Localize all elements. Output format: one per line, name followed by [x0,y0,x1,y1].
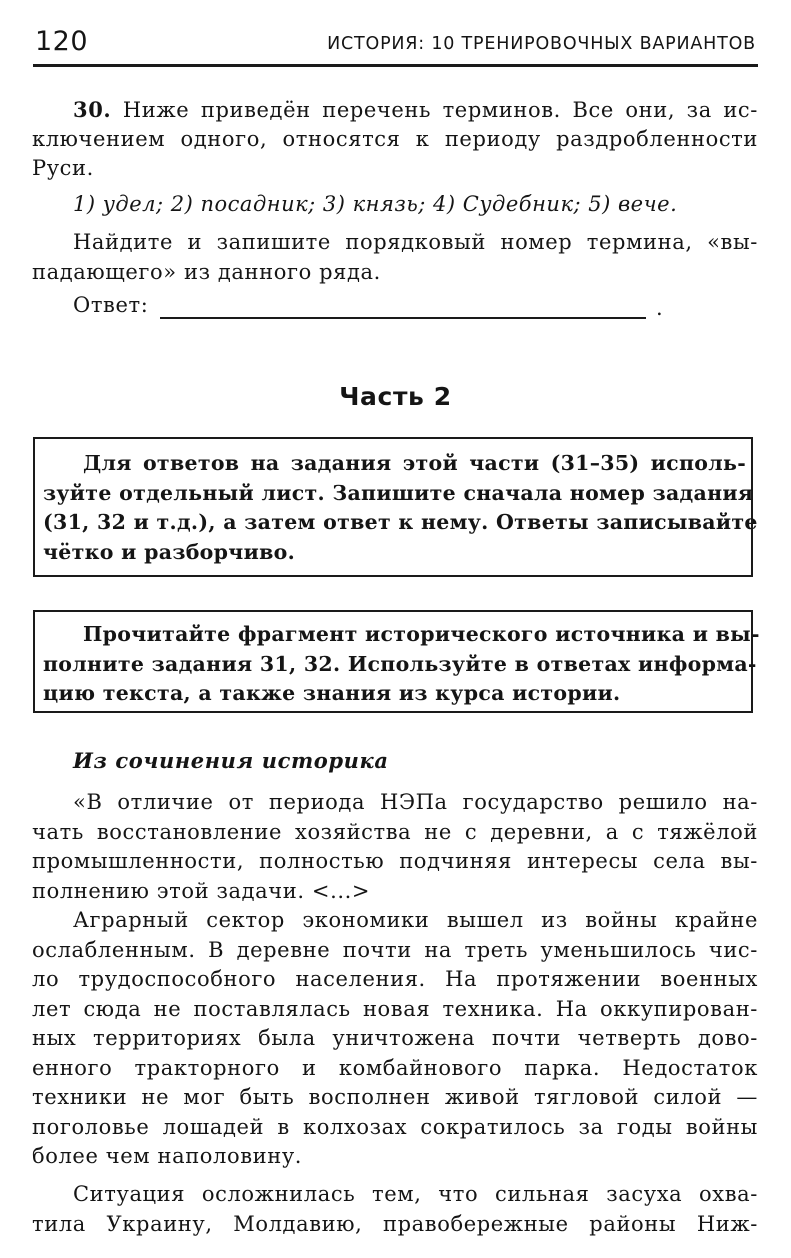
task-30-text [32,95,758,184]
reading-task-text [43,620,760,709]
quote-line: «В отличие от периода НЭПа государство решило на- [73,790,758,814]
quote-line: Ситуация осложнилась тем, что сильная засуха охва- [73,1182,758,1206]
instruction-line: падающего» из данного ряда. [32,259,381,284]
instruction-line: Найдите и запишите порядковый номер термина, «вы- [73,230,758,254]
source-title: Из сочинения историка [73,748,389,773]
quote-line: ло трудоспособного населения. На протяжении военных [32,967,758,991]
task-30-instruction [32,228,758,287]
quote-line: чать восстановление хозяйства не с деревни, а с тяжёлой [32,819,758,844]
source-paragraph-1 [32,788,758,906]
answer-field[interactable] [160,317,646,319]
box-line: зуйте отдельный лист. Запишите сначала номер задания [43,480,754,505]
task-30-line: Руси. [32,156,94,180]
quote-line: более чем наполовину. [32,1144,303,1168]
quote-line: техники не мог быть восполнен живой тягловой силой — [32,1085,758,1109]
quote-line: промышленности, полностью подчиняя интересы села вы- [32,849,758,873]
task-number: 30. [73,97,112,122]
quote-line: ослабленным. В деревне почти на треть уменьшилось чис- [32,937,758,962]
box-line: (31, 32 и т.д.), а затем ответ к нему. Ответы записывайте [43,510,758,534]
box-line: Для ответов на задания этой части (31–35) исполь- [83,451,746,475]
quote-line: поголовье лошадей в колхозах сократилось за годы войны [32,1114,758,1139]
task-30-line: ключением одного, относятся к периоду раздробленности [32,126,758,151]
running-title: ИСТОРИЯ: 10 ТРЕНИРОВОЧНЫХ ВАРИАНТОВ [327,34,756,54]
quote-line: енного тракторного и комбайнового парка. Недостаток [32,1055,758,1080]
page-header [33,22,758,67]
task-30-line: 30. Ниже приведён перечень терминов. Все они, за ис- [73,97,758,122]
instructions-box [33,437,758,577]
quote-line: полнению этой задачи. <...> [32,878,371,903]
quote-line: Аграрный сектор экономики вышел из войны крайне [73,908,758,932]
quote-line: ных территориях была уничтожена почти четверть дово- [32,1026,758,1050]
source-paragraph-2 [32,906,758,1172]
section-title: Часть 2 [339,382,452,411]
page-number: 120 [35,26,89,57]
task-30-terms: 1) удел; 2) посадник; 3) князь; 4) Судебник; 5) вече. [73,192,678,216]
box-line: цию текста, а также знания из курса истории. [43,681,621,705]
box-line: чётко и разборчиво. [43,539,296,564]
quote-line: тила Украину, Молдавию, правобережные районы Ниж- [32,1211,758,1236]
reading-task-box [33,610,760,713]
source-paragraph-3 [32,1180,758,1239]
quote-line: лет сюда не поставлялась новая техника. На оккупирован- [32,996,758,1021]
answer-label: Ответ: [73,293,149,317]
answer-dot: . [656,296,663,320]
box-line: полните задания 31, 32. Используйте в ответах информа- [43,651,757,676]
instructions-text [43,449,758,567]
box-line: Прочитайте фрагмент исторического источника и вы- [83,622,760,646]
